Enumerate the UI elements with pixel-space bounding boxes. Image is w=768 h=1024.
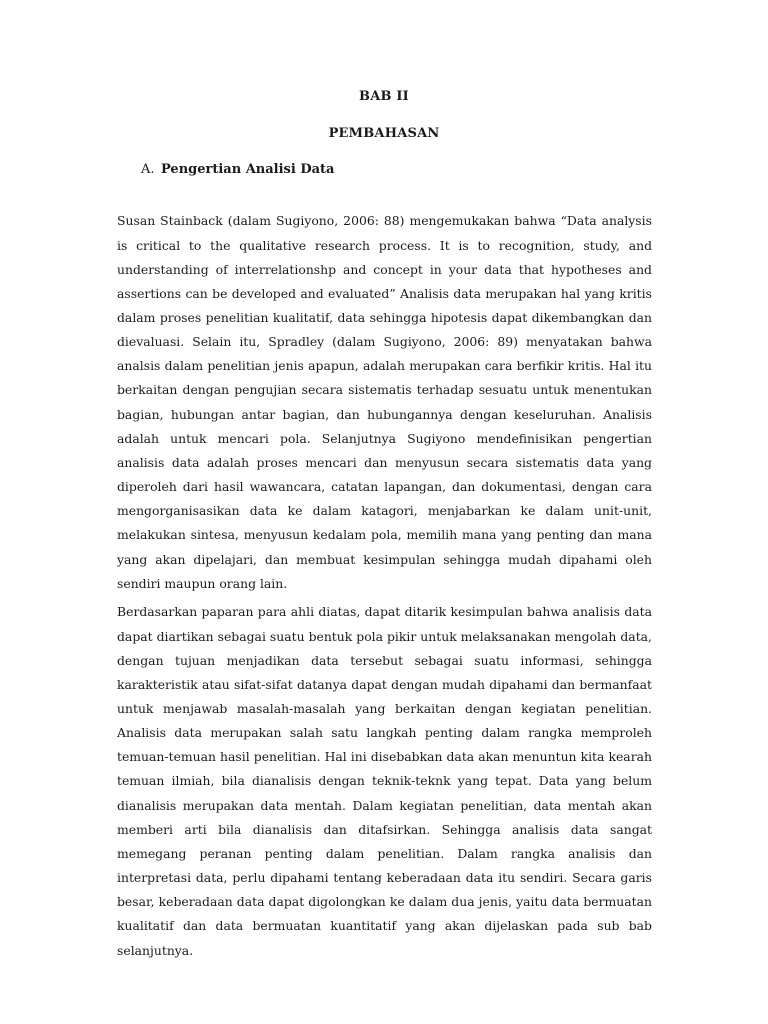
section-title: Pengertian Analisi Data xyxy=(161,162,335,177)
paragraph-1: Susan Stainback (dalam Sugiyono, 2006: 88) mengemukakan bahwa “Data analysis is critical to the qualitative research process. It is to recognition, study, and understanding of interrelationshp and concept in your data that hypotheses and assertions can be developed and evaluated” Analisis data merupakan hal yang kritis dalam proses penelitian kualitatif, data sehingga hipotesis dapat dikembangkan dan dievaluasi. Selain itu, Spradley (dalam Sugiyono, 2006: 89) menyatakan bahwa analsis dalam penelitian jenis apapun, adalah merupakan cara berfikir kritis. Hal itu berkaitan dengan pengujian secara sistematis terhadap sesuatu untuk menentukan bagian, hubungan antar bagian, dan hubungannya dengan keseluruhan. Analisis adalah untuk mencari pola. Selanjutnya Sugiyono mendefinisikan pengertian analisis data adalah proses mencari dan menyusun secara sistematis data yang diperoleh dari hasil wawancara, catatan lapangan, dan dokumentasi, dengan cara mengorganisasikan data ke dalam katagori, menjabarkan ke dalam unit-unit, melakukan sintesa, menyusun kedalam pola, memilih mana yang penting dan mana yang akan dipelajari, dan membuat kesimpulan sehingga mudah dipahami oleh sendiri maupun orang lain. xyxy=(117,213,652,591)
section-heading xyxy=(141,162,334,177)
chapter-number: BAB II xyxy=(359,89,409,104)
chapter-title: PEMBAHASAN xyxy=(328,126,440,141)
paragraph-2: Berdasarkan paparan para ahli diatas, dapat ditarik kesimpulan bahwa analisis data dapat diartikan sebagai suatu bentuk pola pikir untuk melaksanakan mengolah data, dengan tujuan menjadikan data tersebut sebagai suatu informasi, sehingga karakteristik atau sifat-sifat datanya dapat dengan mudah dipahami dan bermanfaat untuk menjawab masalah-masalah yang berkaitan dengan kegiatan penelitian. Analisis data merupakan salah satu langkah penting dalam rangka memproleh temuan-temuan hasil penelitian. Hal ini disebabkan data akan menuntun kita kearah temuan ilmiah, bila dianalisis dengan teknik-teknk yang tepat. Data yang belum dianalisis merupakan data mentah. Dalam kegiatan penelitian, data mentah akan memberi arti bila dianalisis dan ditafsirkan. Sehingga analisis data sangat memegang peranan penting dalam penelitian. Dalam rangka analisis dan interpretasi data, perlu dipahami tentang keberadaan data itu sendiri. Secara garis besar, keberadaan data dapat digolongkan ke dalam dua jenis, yaitu data bermuatan kualitatif dan data bermuatan kuantitatif yang akan dijelaskan pada sub bab selanjutnya. xyxy=(117,604,652,958)
section-letter: A. xyxy=(141,162,155,177)
